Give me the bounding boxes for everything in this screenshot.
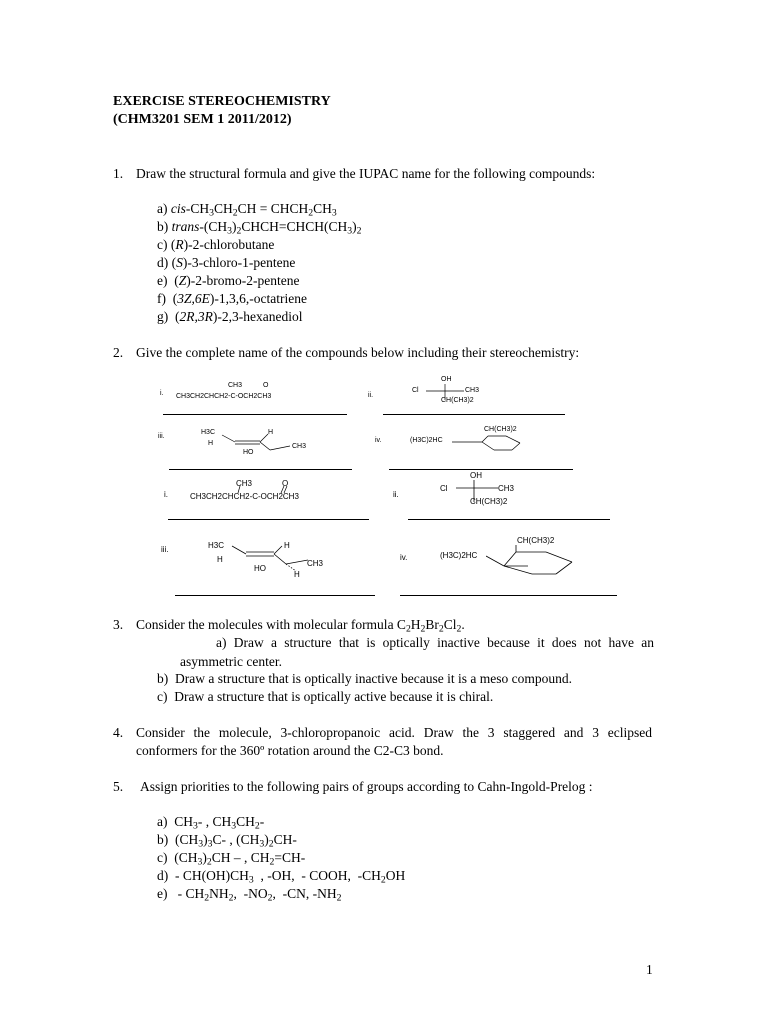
q5-item-b: b) $(CH_3)_3C-$ , $(CH_3)_2CH-$ bbox=[157, 832, 297, 850]
q1-item-d: d) (S)-3-chloro-1-pentene bbox=[157, 255, 296, 270]
q4-number: 4. bbox=[113, 725, 124, 740]
answer-line bbox=[408, 519, 610, 520]
fischer-cross-small bbox=[420, 378, 470, 404]
q4-line2: conformers for the 360º rotation around the C2-C3 bond. bbox=[136, 743, 444, 758]
answer-line bbox=[389, 469, 573, 470]
q1-text: Draw the structural formula and give the IUPAC name for the following compounds: bbox=[136, 166, 596, 181]
q1-item-e: e) (Z)-2-bromo-2-pentene bbox=[157, 273, 300, 288]
q5-item-d: $d) - CH(OH)CH_3$ , -OH, - COOH, $-CH_2OH$ bbox=[157, 868, 406, 886]
answer-line bbox=[175, 595, 375, 596]
exercise-title: EXERCISE STEREOCHEMISTRY bbox=[113, 94, 331, 109]
q4-line1: Consider the molecule, 3-chloropropanoic acid. Draw the 3 staggered and 3 eclipsed bbox=[136, 725, 652, 740]
q5-item-c: c) $(CH_3)_2CH$ – , $CH_2=CH-$ bbox=[157, 850, 306, 868]
answer-line bbox=[168, 519, 369, 520]
course-subtitle: (CHM3201 SEM 1 2011/2012) bbox=[113, 112, 292, 127]
q3-item-b: b) Draw a structure that is optically inactive because it is a meso compound. bbox=[157, 671, 573, 686]
q3-item-a-cont: asymmetric center. bbox=[180, 654, 282, 669]
alkene-diagram-large bbox=[222, 538, 322, 578]
q3-item-c: c) Draw a structure that is optically active because it is chiral. bbox=[157, 689, 494, 704]
q5-item-e: $e) - CH_2NH_2$, $-NO_2$, -CN, $-NH_2$ bbox=[157, 886, 342, 904]
answer-line bbox=[383, 414, 565, 415]
q5-number: 5. bbox=[113, 779, 124, 794]
q5-text: Assign priorities to the following pairs of groups according to Cahn-Ingold-Prelog : bbox=[140, 779, 593, 794]
q1-item-b: b) trans-$(CH_3)_2CHCH=CHCH(CH_3)_2$ bbox=[157, 219, 362, 237]
cyclohexane-ring-large bbox=[486, 542, 586, 578]
q3-text: Consider the molecules with molecular formula $C_2H_2Br_2Cl_2$. bbox=[136, 617, 465, 635]
page-number: 1 bbox=[646, 962, 653, 977]
q1-number: 1. bbox=[113, 166, 124, 181]
q1-item-f: f) (3Z,6E)-1,3,6,-octatriene bbox=[157, 291, 307, 306]
q3-item-a: a) Draw a structure that is optically inactive because it does not have an bbox=[216, 635, 654, 650]
q2-text: Give the complete name of the compounds below including their stereochemistry: bbox=[136, 345, 580, 360]
q1-item-g: g) (2R,3R)-2,3-hexanediol bbox=[157, 309, 303, 324]
q3-number: 3. bbox=[113, 617, 124, 632]
q1-item-c: c) (R)-2-chlorobutane bbox=[157, 237, 275, 252]
q5-item-a: a) $CH_3-$ , $CH_3CH_2-$ bbox=[157, 814, 265, 832]
q2-number: 2. bbox=[113, 345, 124, 360]
answer-line bbox=[169, 469, 352, 470]
bond-marks bbox=[232, 486, 292, 494]
alkene-diagram-small bbox=[210, 428, 300, 460]
fischer-cross-large bbox=[450, 474, 506, 506]
answer-line bbox=[400, 595, 617, 596]
answer-line bbox=[163, 414, 347, 415]
q1-item-a: a) cis-$CH_3CH_2CH$ = $CHCH_2CH_3$ bbox=[157, 201, 337, 219]
cyclohexane-ring-small bbox=[450, 430, 530, 458]
